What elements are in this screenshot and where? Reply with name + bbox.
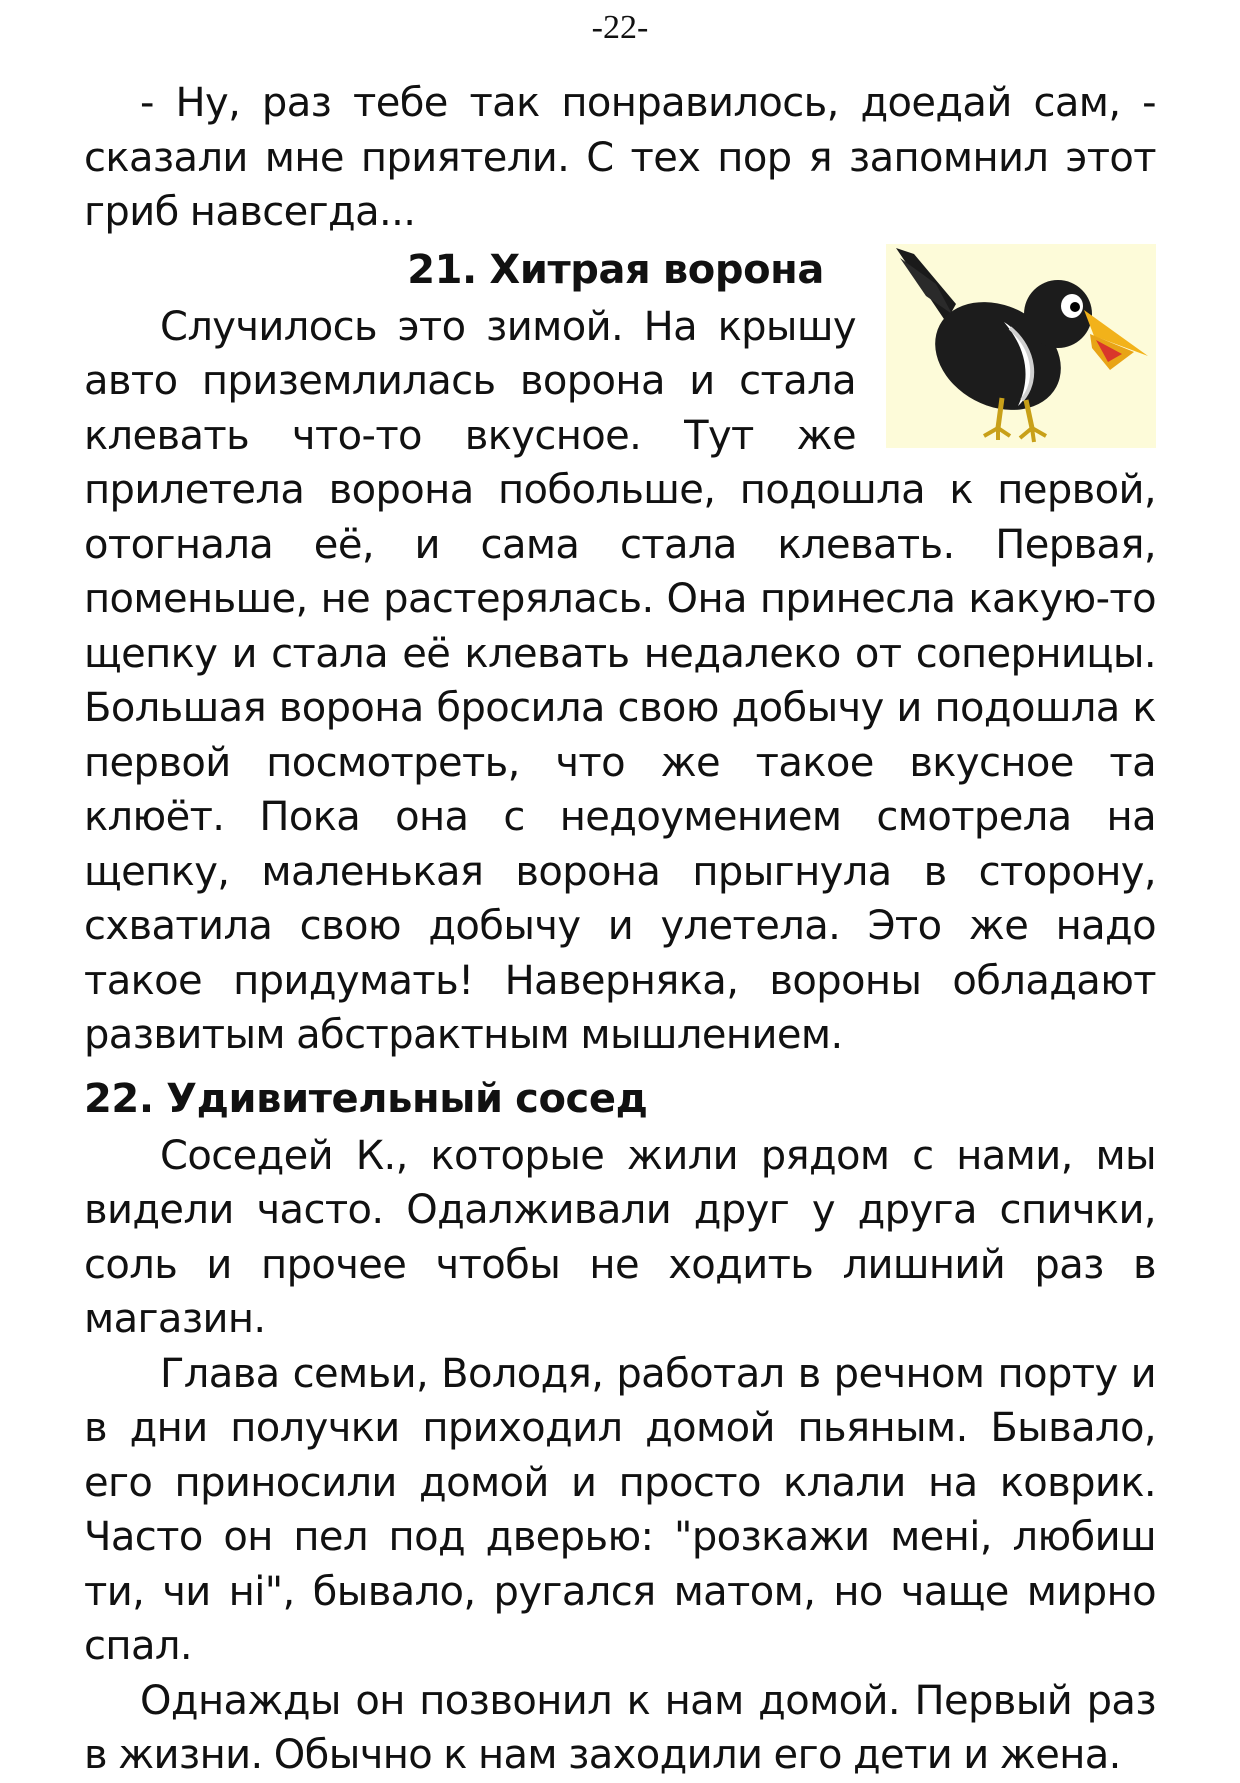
section-21-title: 21. Хитрая ворона — [407, 246, 824, 293]
section-22-paragraph-2: Глава семьи, Володя, работал в речном порту и в дни получки приходил домой пьяным. Бывало, его приносили домой и просто клали на коврик. Часто он пел под дверью: "розкажи мені, любиш ти, чи ні", бывало, ругался матом, но чаще мирно спал. — [84, 1350, 1156, 1669]
crow-illustration — [886, 244, 1156, 448]
section-22-paragraph-3: Однажды он позвонил к нам домой. Первый раз в жизни. Обычно к нам заходили его дети и жена. — [84, 1677, 1156, 1778]
page-number: -22- — [591, 9, 649, 46]
section-22-paragraph-1: Соседей К., которые жили рядом с нами, мы видели часто. Одалживали друг у друга спички, соль и прочее чтобы не ходить лишний раз в магазин. — [84, 1132, 1156, 1342]
section-21-paragraph: Случилось это зимой. На крышу авто приземлилась ворона и стала клевать что-то вкусное. Тут же прилетела ворона побольше, подошла к первой, отогнала её, и сама стала клевать. Первая, поменьше, не растерялась. Она принесла какую-то щепку и стала её клевать недалеко от соперницы. Большая ворона бросила свою добычу и подошла к первой посмотреть, что же такое вкусное та клюёт. Пока она с недоумением смотрела на щепку, маленькая ворона прыгнула в сторону, схватила свою добычу и улетела. Это же надо такое придумать! Наверняка, вороны обладают развитым абстрактным мышлением. — [84, 303, 1156, 1058]
intro-paragraph: - Ну, раз тебе так понравилось, доедай сам, - сказали мне приятели. С тех пор я запомнил этот гриб навсегда... — [84, 80, 1156, 235]
section-22-title: 22. Удивительный сосед — [84, 1075, 648, 1122]
crow-icon — [886, 244, 1156, 448]
page-content — [84, 76, 1156, 1783]
